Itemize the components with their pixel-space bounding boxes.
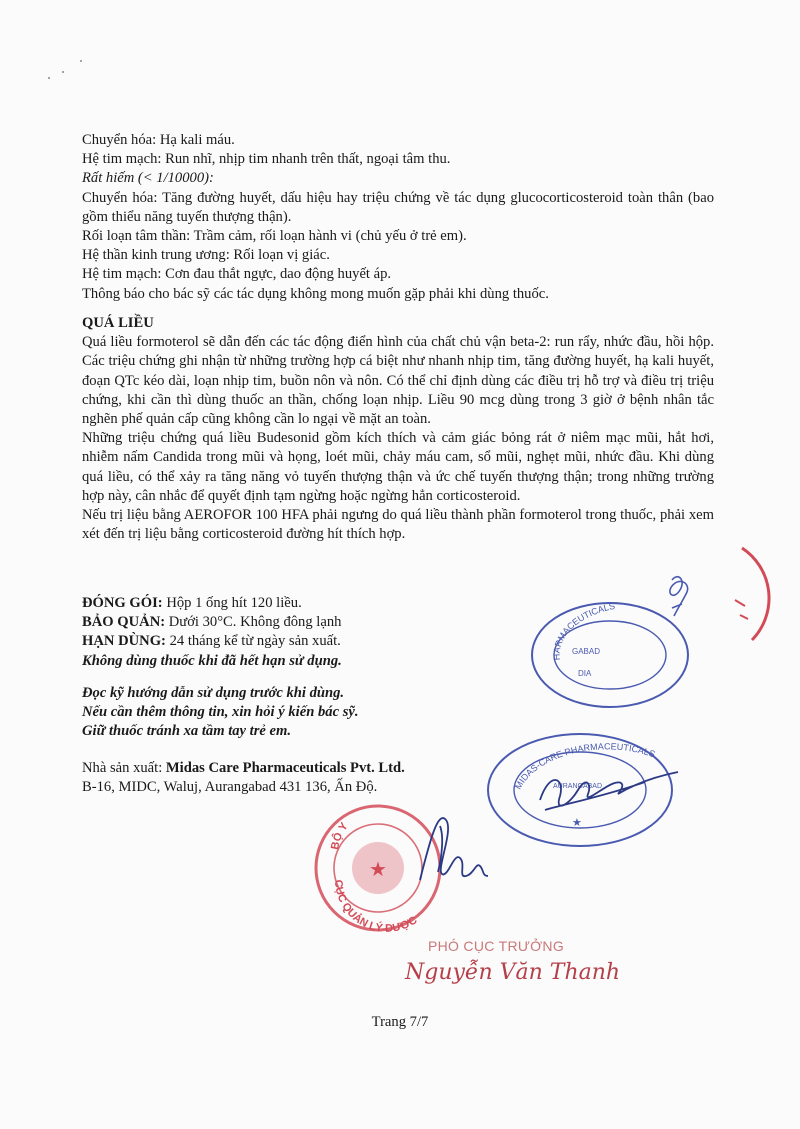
stamp-top-country: DIA — [578, 669, 592, 678]
overdose-paragraph: Nếu trị liệu bằng AEROFOR 100 HFA phải ngưng do quá liều thành phần formoterol trong thuốc, phải xem xét đến trị liệu bằng corticosteroid đường hít thích hợp. — [82, 507, 714, 543]
emblem-star-icon: ★ — [369, 857, 387, 881]
rare-effect-line: Hệ thần kinh trung ương: Rối loạn vị giác. — [82, 247, 330, 264]
rare-effect-line: Rối loạn tâm thần: Trầm cảm, rối loạn hành vi (chủ yếu ở trẻ em). — [82, 228, 467, 245]
red-stamp-fragment-marks — [735, 600, 748, 619]
official-signature — [420, 818, 488, 880]
expiry-label: HẠN DÙNG: — [82, 633, 166, 650]
pack-value: Hộp 1 ống hít 120 liều. — [162, 595, 302, 611]
seal-top-text: BỘ Y — [329, 820, 351, 851]
stamp-top-text: HARMACEUTICALS — [551, 600, 616, 661]
pack-label: ĐÓNG GÓI: — [82, 595, 163, 611]
side-effect-line: Hệ tim mạch: Run nhĩ, nhịp tim nhanh trên thất, ngoại tâm thu. — [82, 151, 451, 168]
stamp-main-text: MIDAS-CARE PHARMACEUTICALS — [512, 741, 657, 791]
company-signature — [540, 772, 678, 810]
signatory-title: PHÓ CỤC TRƯỞNG — [428, 938, 565, 954]
overdose-heading: QUÁ LIỀU — [82, 315, 154, 331]
expiry-warning: Không dùng thuốc khi đã hết hạn sử dụng. — [82, 652, 342, 669]
stamp-star-icon: ★ — [572, 816, 582, 829]
side-effect-line: Chuyển hóa: Hạ kali máu. — [82, 132, 235, 148]
overdose-paragraph: Quá liều formoterol sẽ dẫn đến các tác động điển hình của chất chủ vận beta-2: run rẩy, nhức đầu, hồi hộp. Các triệu chứng ghi nhận từ những trường hợp cá biệt như nhanh nhịp tim, tăng đường huyết, hạ kali huyết, đoạn QTc kéo dài, loạn nhịp tim, buồn nôn và nôn. Có thể chỉ định dùng các điều trị hỗ trợ và điều trị triệu chứng, khi cần thì dùng thuốc an thần, chống loạn nhịp. Liều 90 mcg dùng trong 3 giờ ở bệnh nhân tắc nghẽn phế quản cấp cũng không cần lo ngại về mặt an toàn. — [82, 334, 714, 428]
rare-heading: Rất hiếm (< 1/10000): — [82, 170, 214, 187]
manufacturer-label: Nhà sản xuất: — [82, 760, 166, 776]
stamp-top-city: GABAD — [572, 647, 601, 656]
storage-value: Dưới 30°C. Không đông lạnh — [165, 614, 342, 631]
rare-effect-line: Hệ tim mạch: Cơn đau thắt ngực, dao động huyết áp. — [82, 266, 392, 283]
overdose-paragraph: Những triệu chứng quá liều Budesonid gồm kích thích và cảm giác bỏng rát ở niêm mạc mũi, hắt hơi, nhiễm nấm Candida trong mũi và họng, loét mũi, chảy máu cam, sổ mũi, nghẹt mũi, nhức đầu. Khi dùng quá liều, có thể xảy ra tăng năng vỏ tuyến thượng thận và ức chế tuyến thượng thận; trong những trường hợp này, cân nhắc để quyết định tạm ngừng hoặc ngừng hẳn corticosteroid. — [82, 430, 714, 504]
manufacturer-address: B-16, MIDC, Waluj, Aurangabad 431 136, Ấn Độ. — [82, 779, 378, 796]
red-stamp-fragment — [742, 548, 769, 640]
expiry-value: 24 tháng kể từ ngày sản xuất. — [165, 633, 341, 650]
warning-line: Nếu cần thêm thông tin, xin hỏi ý kiến bác sỹ. — [82, 704, 359, 721]
page-number: Trang 7/7 — [371, 1014, 429, 1030]
rare-effect-line: Thông báo cho bác sỹ các tác dụng không mong muốn gặp phải khi dùng thuốc. — [82, 285, 549, 302]
signatory-name: Nguyễn Văn Thanh — [405, 960, 621, 985]
seal-bottom-text: CỤC QUẢN LÝ DƯỢC — [331, 879, 420, 935]
warning-line: Đọc kỹ hướng dẫn sử dụng trước khi dùng. — [82, 685, 345, 701]
stamp-main-city: AURANGABAD — [553, 783, 603, 790]
storage-label: BẢO QUẢN: — [82, 614, 166, 631]
initials-signature — [670, 577, 688, 616]
manufacturer-name: Midas Care Pharmaceuticals Pvt. Ltd. — [165, 760, 405, 776]
rare-effect-line: Chuyển hóa: Tăng đường huyết, dấu hiệu hay triệu chứng về tác dụng glucocorticosteroid toàn thân (bao gồm thiểu năng tuyến thượng thận). — [82, 189, 714, 225]
warning-line: Giữ thuốc tránh xa tầm tay trẻ em. — [82, 723, 292, 740]
